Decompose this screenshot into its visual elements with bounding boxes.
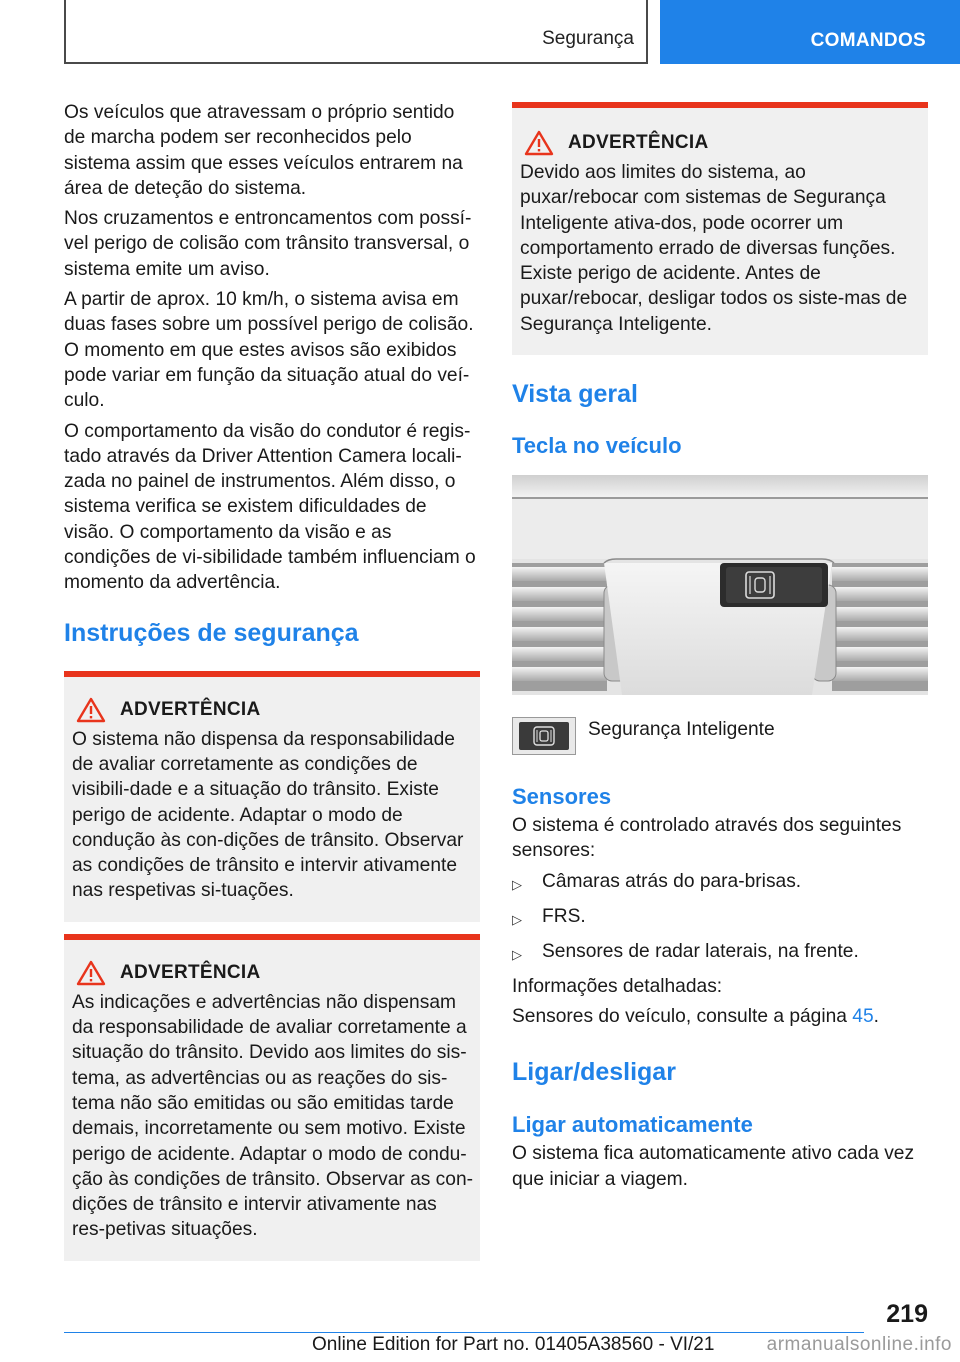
sensors-heading: Sensores <box>512 784 612 810</box>
details-reference: Sensores do veículo, consulte a página 45. <box>512 1005 879 1027</box>
warning-triangle-icon <box>76 697 106 723</box>
intelligent-safety-icon <box>533 726 555 746</box>
warning-triangle-icon <box>76 960 106 986</box>
list-item: ▷ Câmaras atrás do para-brisas. <box>512 869 928 897</box>
chapter-title: COMANDOS <box>810 30 926 51</box>
footer-watermark: armanualsonline.info <box>766 1334 952 1355</box>
button-legend <box>512 717 928 755</box>
overview-heading: Vista geral <box>512 380 639 409</box>
warning-box <box>512 102 928 355</box>
warning-triangle-icon <box>524 130 554 156</box>
auto-text: O sistema fica automaticamente ativo cada vez que iniciar a viagem. <box>512 1143 915 1190</box>
warning-title: ADVERTÊNCIA <box>120 698 261 720</box>
triangle-bullet-icon: ▷ <box>512 876 522 892</box>
list-item: ▷ FRS. <box>512 904 928 932</box>
warning-text: As indicações e advertências não dispensam da responsabilidade de avaliar corretamente a situação do trânsito. Devido aos limites do sis-tema, as advertências ou as reações do sis-tema não são emitidas ou são emitidas tarde demais, incorretamente ou sem motivo. Existe perigo de acidente. Adaptar o modo de condu-ção às condições de trânsito. Observar as con-dições de trânsito e intervir ativamente nas res-petivas situações. <box>72 991 474 1241</box>
intelligent-safety-button-image <box>512 717 576 755</box>
left-column <box>64 100 480 1261</box>
warning-box <box>64 671 480 922</box>
page-link[interactable]: 45 <box>852 1005 874 1027</box>
onoff-heading: Ligar/desligar <box>512 1058 676 1087</box>
triangle-bullet-icon: ▷ <box>512 911 522 927</box>
paragraph: Os veículos que atravessam o próprio sentido de marcha podem ser reconhecidos pelo sistema assim que esses veículos entrarem na área de deteção do sistema. <box>64 102 463 199</box>
paragraph: Nos cruzamentos e entroncamentos com possí-vel perigo de colisão com trânsito transversal, o sistema emite um aviso. <box>64 208 472 280</box>
auto-heading: Ligar automaticamente <box>512 1112 753 1138</box>
footer-edition: Online Edition for Part no. 01405A38560 - VI/21 <box>312 1334 715 1355</box>
safety-heading: Instruções de segurança <box>64 618 359 647</box>
intelligent-safety-label: Segurança Inteligente <box>588 719 775 741</box>
vehicle-button-photo <box>512 475 928 695</box>
triangle-bullet-icon: ▷ <box>512 946 522 962</box>
list-item: ▷ Sensores de radar laterais, na frente. <box>512 939 928 967</box>
warning-title: ADVERTÊNCIA <box>568 132 709 153</box>
paragraph: A partir de aprox. 10 km/h, o sistema avisa em duas fases sobre um possível perigo de colisão. O momento em que estes avisos são exibidos pode variar em função da situação atual do veí-culo. <box>64 289 474 412</box>
warning-text: Devido aos limites do sistema, ao puxar/rebocar com sistemas de Segurança Inteligente ativa-dos, pode ocorrer um comportamento errado de diversas funções. Existe perigo de acidente. Antes de puxar/rebocar, desligar todos os siste-mas de Segurança Inteligente. <box>520 162 908 335</box>
page-number: 219 <box>886 1300 928 1328</box>
warning-box <box>64 934 480 1261</box>
warning-title: ADVERTÊNCIA <box>120 961 261 983</box>
right-column <box>512 102 928 1197</box>
button-heading: Tecla no veículo <box>512 433 682 459</box>
section-title: Segurança <box>542 28 634 49</box>
paragraph: O comportamento da visão do condutor é regis-tado através da Driver Attention Camera locali-zada no painel de instrumentos. Além disso, o sistema verifica se existem dificuldades de visão. O comportamento da visão e as condições de vi-sibilidade também influenciam o momento da advertência. <box>64 420 476 594</box>
details-label: Informações detalhadas: <box>512 975 723 997</box>
sensors-list <box>512 869 928 967</box>
footer-rule <box>64 1332 864 1333</box>
chapter-tab <box>660 0 960 64</box>
warning-text: O sistema não dispensa da responsabilidade de avaliar corretamente as condições de visibili-dade e a situação do trânsito. Existe perigo de acidente. Adaptar o modo de condução às con-dições de trânsito. Observar as condições de trânsito e intervir ativamente nas respetivas si-tuações. <box>72 728 464 902</box>
header-section-box <box>64 0 648 64</box>
sensors-intro: O sistema é controlado através dos seguintes sensores: <box>512 815 902 862</box>
